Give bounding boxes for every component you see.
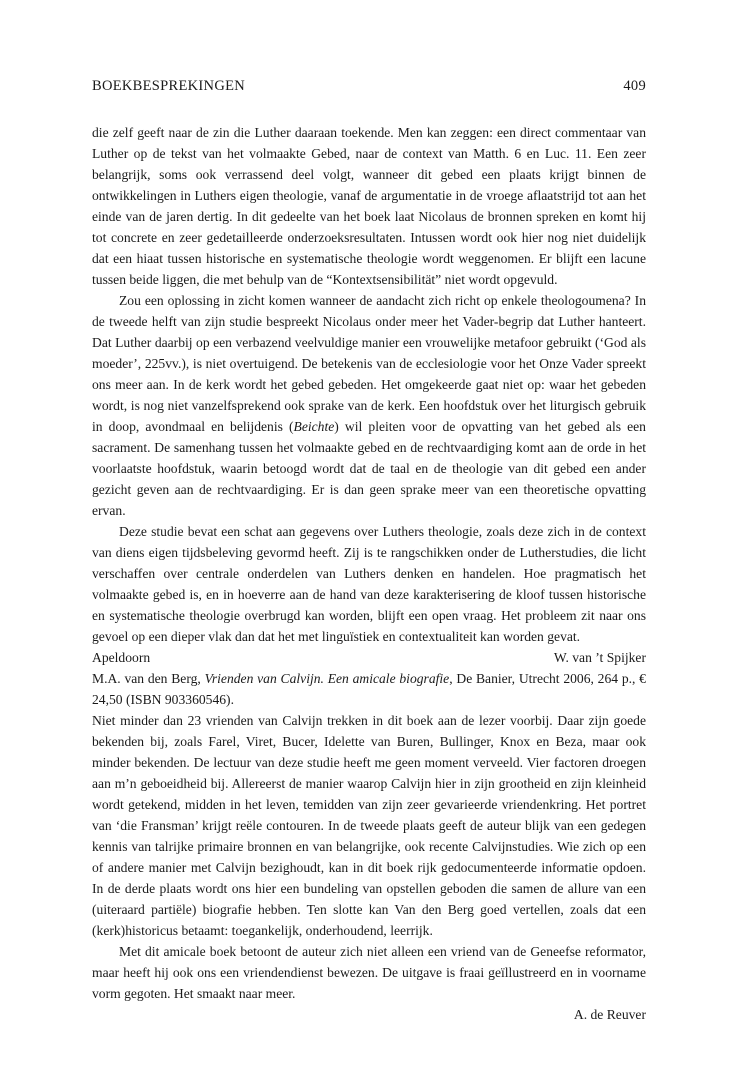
biblio-details: , De Banier, Utrecht 2006, 264 p., € 24,50 (ISBN 903360546). bbox=[92, 671, 646, 707]
review2-reviewer: A. de Reuver bbox=[573, 1007, 646, 1022]
section-title: BOEKBESPREKINGEN bbox=[92, 78, 246, 94]
review1-paragraph-2-text-b: ) wil pleiten voor de opvatting van het gebed als een sacrament. De samenhang tussen het volmaakte gebed en de rechtvaardiging komt aan de orde in het voorlaatste hoofdstuk, waarin betoogd wordt dat de taal en de theologie van dit gebed een ander gezicht geven aan de rechtvaardiging. Er is dan geen sprake meer van een theoretische opvatting ervan. bbox=[92, 419, 646, 518]
review1-place: Apeldoorn bbox=[92, 650, 151, 665]
running-header bbox=[92, 78, 646, 95]
page-body bbox=[92, 122, 646, 1025]
review1-reviewer: W. van ’t Spijker bbox=[553, 650, 646, 665]
review1-paragraph-2-italic: Beichte bbox=[293, 419, 335, 434]
review2-signature bbox=[92, 1004, 646, 1025]
page-number: 409 bbox=[623, 78, 646, 94]
review1-paragraph-2 bbox=[92, 290, 646, 521]
review1-paragraph-2-text-a: Zou een oplossing in zicht komen wanneer de aandacht zich richt op enkele theologoumena? In de tweede helft van zijn studie bespreekt Nicolaus onder meer het Vader-begrip dat Luther hanteert. Dat Luther daarbij op een verbazend veelvuldige manier een vrouwelijke metafoor gebruikt (‘God als moeder’, 225vv.), is niet overtuigend. De betekenis van de ecclesiologie voor het Onze Vader spreekt ons meer aan. In de kerk wordt het gebed gebeden. Het omgekeerde gaat niet op: waar het gebeden wordt, is nog niet vanzelfsprekend ook sprake van de kerk. Een hoofdstuk over het liturgisch gebruik in doop, avondmaal en belijdenis ( bbox=[92, 293, 646, 434]
review1-signature bbox=[92, 647, 646, 668]
review2-paragraph-1: Niet minder dan 23 vrienden van Calvijn trekken in dit boek aan de lezer voorbij. Daar zijn goede bekenden bij, zoals Farel, Viret, Bucer, Idelette van Buren, Bullinger, Knox en Beza, maar ook minder bekenden. De lectuur van deze studie heeft me geen moment verveeld. Vier factoren droegen aan m’n geboeidheid bij. Allereerst de manier waarop Calvijn hier in zijn grootheid en zijn kleinheid wordt getekend, midden in het leven, temidden van zijn zeer gevarieerde vriendenkring. Het portret van ‘die Fransman’ krijgt reële contouren. In de tweede plaats geeft de auteur blijk van een gedegen kennis van talrijke primaire bronnen en van belangrijke, ook recente Calvijnstudies. Wie zich op een of andere manier met Calvijn bezighoudt, kan in dit boek rijk gedocumenteerde informatie opdoen. In de derde plaats wordt ons hier een bundeling van opstellen geboden die samen de allure van een (uiteraard partiële) biografie hebben. Ten slotte kan Van den Berg goed vertellen, zoals dat een (kerk)historicus betaamt: toegankelijk, onderhoudend, leerrijk. bbox=[92, 713, 646, 938]
biblio-author: M.A. van den Berg, bbox=[92, 671, 205, 686]
biblio-title: Vrienden van Calvijn. Een amicale biografie bbox=[204, 671, 450, 686]
review2-bibliographic-entry bbox=[92, 668, 646, 710]
review1-paragraph-1: die zelf geeft naar de zin die Luther daaraan toekende. Men kan zeggen: een direct commentaar van Luther op de tekst van het volmaakte Gebed, naar de context van Matth. 6 en Luc. 11. Een zeer belangrijk, soms ook verrassend deel volgt, wanneer dit gebed een plaats krijgt binnen de ontwikkelingen in Luthers eigen theologie, vanaf de argumentatie in de vroege aflaatstrijd tot aan het einde van de jaren dertig. In dit gedeelte van het boek laat Nicolaus de bronnen spreken en komt hij tot concrete en zeer gedetailleerde onderzoeksresultaten. Intussen wordt ook hier nog niet duidelijk dat een hiaat tussen historische en systematische theologie wordt weggenomen. Er blijft een lacune tussen beide liggen, die met behulp van de “Kontextsensibilität” niet wordt opgevuld. bbox=[92, 125, 646, 287]
review2-paragraph-2: Met dit amicale boek betoont de auteur zich niet alleen een vriend van de Geneefse reformator, maar heeft hij ook ons een vriendendienst bewezen. De uitgave is fraai geïllustreerd en in voorname vorm gegoten. Het smaakt naar meer. bbox=[92, 944, 646, 1001]
review1-paragraph-3: Deze studie bevat een schat aan gegevens over Luthers theologie, zoals deze zich in de context van diens eigen tijdsbeleving gevormd heeft. Zij is te rangschikken onder de Lutherstudies, die licht verschaffen over centrale onderdelen van Luthers denken en handelen. Hoe pragmatisch het volmaakte gebed is, en in hoeverre aan de hand van deze karakterisering de kloof tussen historische en systematische theologie overbrugd kan worden, blijft een open vraag. Het probleem zit naar ons gevoel op een dieper vlak dan dat het met linguïstiek en contextualiteit kan worden gevat. bbox=[92, 524, 646, 644]
